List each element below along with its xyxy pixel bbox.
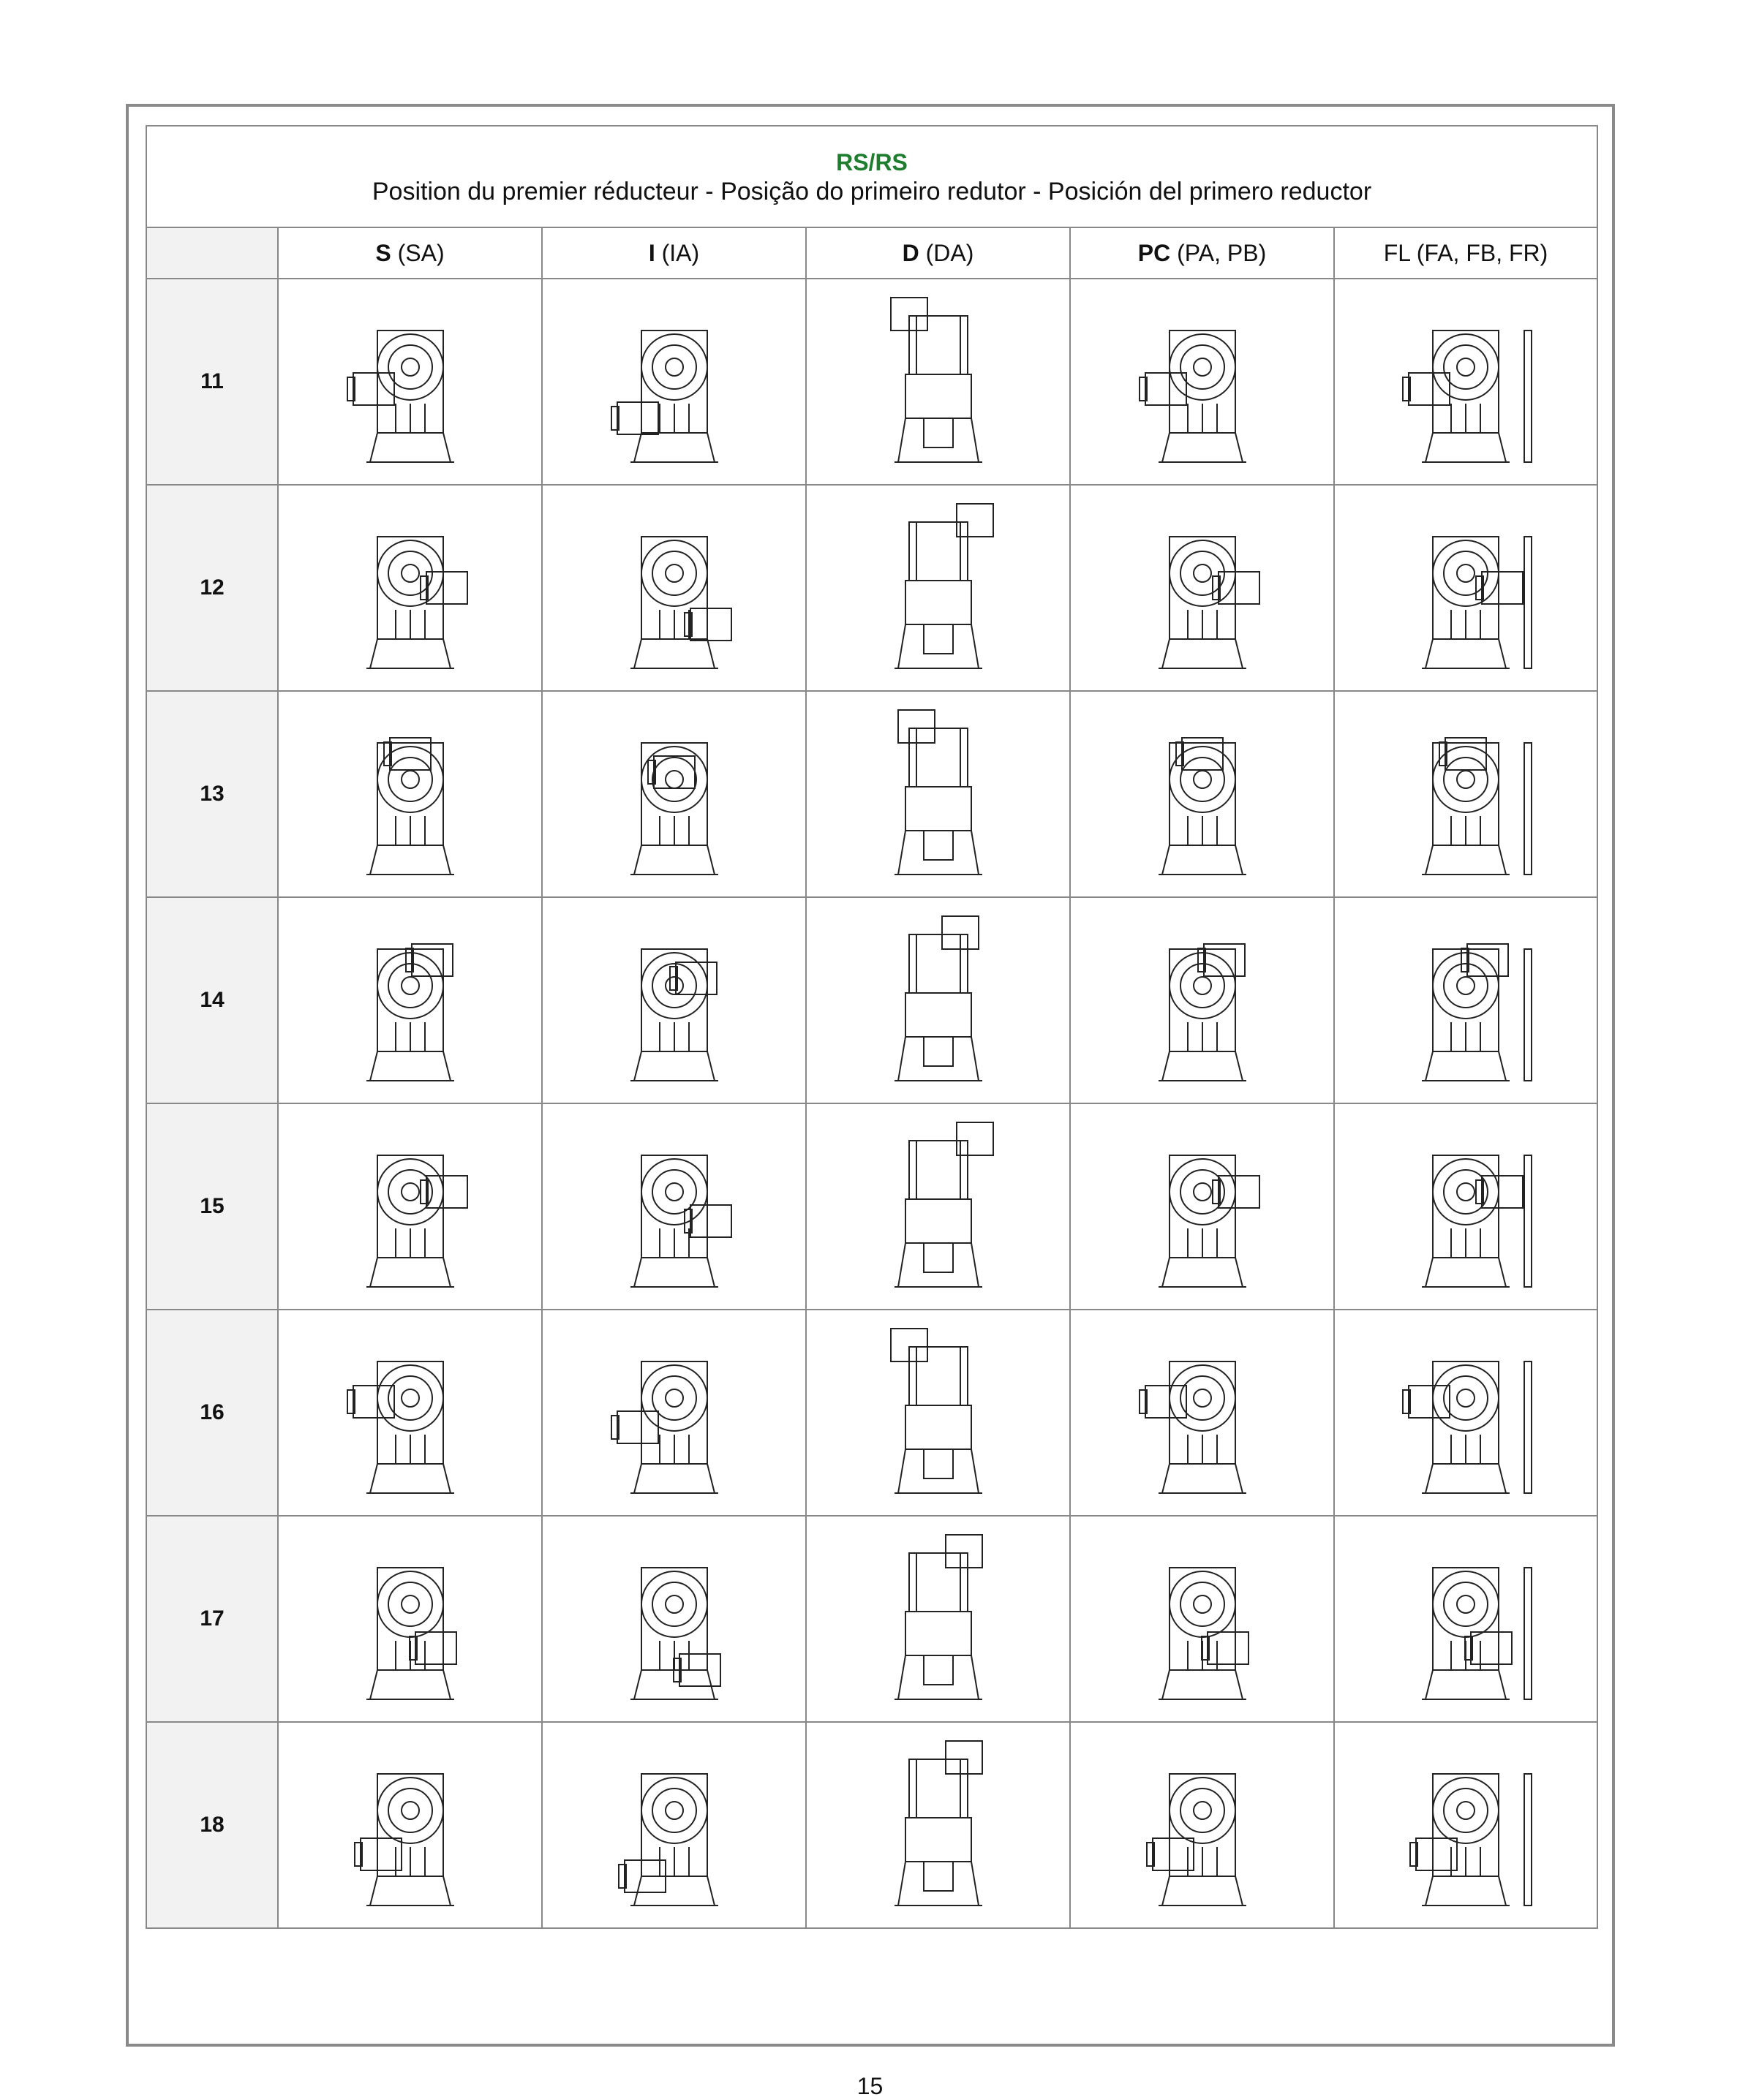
table-row [146,897,1597,1103]
gear-reducer-drawing-icon [565,905,784,1095]
gear-reducer-drawing-icon [565,1524,784,1714]
mounting-position-cell [542,897,806,1103]
gear-reducer-drawing-icon [1093,699,1312,889]
gear-reducer-drawing-icon [1356,1524,1575,1714]
row-label: 17 [146,1516,278,1722]
gear-reducer-drawing-icon [829,1524,1048,1714]
gear-reducer-drawing-icon [1356,905,1575,1095]
gear-reducer-drawing-icon [1093,1318,1312,1508]
gear-reducer-drawing-icon [565,699,784,889]
mounting-position-cell [542,1103,806,1310]
gear-reducer-drawing-icon [829,1111,1048,1302]
mounting-position-cell [806,1103,1070,1310]
table-row [146,1103,1597,1310]
mounting-position-cell [278,485,542,691]
mounting-position-cell [278,1722,542,1928]
mounting-position-cell [1334,1103,1597,1310]
mounting-position-cell [278,1103,542,1310]
mounting-position-table [146,125,1598,1929]
mounting-position-cell [806,897,1070,1103]
mounting-position-cell [1334,1516,1597,1722]
mounting-position-cell [278,691,542,897]
title-subtitle: Position du premier réducteur - Posição do primeiro redutor - Posición del primero reductor [372,177,1372,205]
mounting-position-cell [1334,1722,1597,1928]
mounting-position-cell [278,1310,542,1516]
mounting-position-cell [806,1310,1070,1516]
mounting-position-cell [1070,1103,1334,1310]
mounting-position-cell [278,897,542,1103]
mounting-position-cell [1070,279,1334,485]
mounting-position-cell [542,485,806,691]
row-label: 15 [146,1103,278,1310]
mounting-position-cell [806,279,1070,485]
mounting-position-cell [1070,1516,1334,1722]
column-header-row [146,227,1597,279]
gear-reducer-drawing-icon [1093,905,1312,1095]
mounting-position-cell [1070,897,1334,1103]
gear-reducer-drawing-icon [301,287,520,477]
gear-reducer-drawing-icon [565,287,784,477]
row-label: 16 [146,1310,278,1516]
row-label: 12 [146,485,278,691]
mounting-position-cell [1334,897,1597,1103]
mounting-position-cell [542,1722,806,1928]
gear-reducer-drawing-icon [565,493,784,683]
table-row [146,1722,1597,1928]
table-row [146,1516,1597,1722]
gear-reducer-drawing-icon [565,1318,784,1508]
mounting-position-cell [542,1516,806,1722]
gear-reducer-drawing-icon [829,1318,1048,1508]
gear-reducer-drawing-icon [301,493,520,683]
mounting-position-cell [1334,485,1597,691]
row-label: 13 [146,691,278,897]
mounting-position-cell [278,1516,542,1722]
mounting-position-cell [806,1516,1070,1722]
column-header: I (IA) [542,227,806,279]
table-row [146,1310,1597,1516]
mounting-position-cell [1334,279,1597,485]
gear-reducer-drawing-icon [829,699,1048,889]
column-header: S (SA) [278,227,542,279]
page-number: 15 [856,2073,884,2099]
mounting-position-cell [806,485,1070,691]
mounting-position-cell [1070,1722,1334,1928]
column-header: D (DA) [806,227,1070,279]
gear-reducer-drawing-icon [301,905,520,1095]
mounting-position-cell [1070,691,1334,897]
mounting-position-cell [1334,691,1597,897]
gear-reducer-drawing-icon [301,1524,520,1714]
gear-reducer-drawing-icon [829,493,1048,683]
gear-reducer-drawing-icon [829,287,1048,477]
mounting-position-cell [1070,485,1334,691]
gear-reducer-drawing-icon [1356,287,1575,477]
gear-reducer-drawing-icon [829,905,1048,1095]
gear-reducer-drawing-icon [1093,287,1312,477]
table-row [146,279,1597,485]
gear-reducer-drawing-icon [1356,493,1575,683]
column-header: PC (PA, PB) [1070,227,1334,279]
gear-reducer-drawing-icon [1093,1730,1312,1920]
gear-reducer-drawing-icon [1093,1524,1312,1714]
mounting-position-cell [278,279,542,485]
gear-reducer-drawing-icon [1093,493,1312,683]
gear-reducer-drawing-icon [1356,1318,1575,1508]
title-main: RS/RS [836,148,908,175]
row-label: 18 [146,1722,278,1928]
gear-reducer-drawing-icon [829,1730,1048,1920]
gear-reducer-drawing-icon [301,1111,520,1302]
mounting-position-cell [1070,1310,1334,1516]
mounting-position-cell [806,691,1070,897]
gear-reducer-drawing-icon [1356,699,1575,889]
table-title [146,126,1597,227]
gear-reducer-drawing-icon [301,699,520,889]
mounting-position-cell [542,1310,806,1516]
column-header: FL (FA, FB, FR) [1334,227,1597,279]
row-label: 14 [146,897,278,1103]
table-row [146,691,1597,897]
gear-reducer-drawing-icon [1356,1111,1575,1302]
mounting-position-cell [1334,1310,1597,1516]
gear-reducer-drawing-icon [1356,1730,1575,1920]
mounting-position-cell [542,691,806,897]
gear-reducer-drawing-icon [301,1318,520,1508]
row-label: 11 [146,279,278,485]
corner-cell [146,227,278,279]
gear-reducer-drawing-icon [301,1730,520,1920]
mounting-position-cell [806,1722,1070,1928]
gear-reducer-drawing-icon [565,1111,784,1302]
gear-reducer-drawing-icon [565,1730,784,1920]
mounting-position-cell [542,279,806,485]
table-row [146,485,1597,691]
gear-reducer-drawing-icon [1093,1111,1312,1302]
